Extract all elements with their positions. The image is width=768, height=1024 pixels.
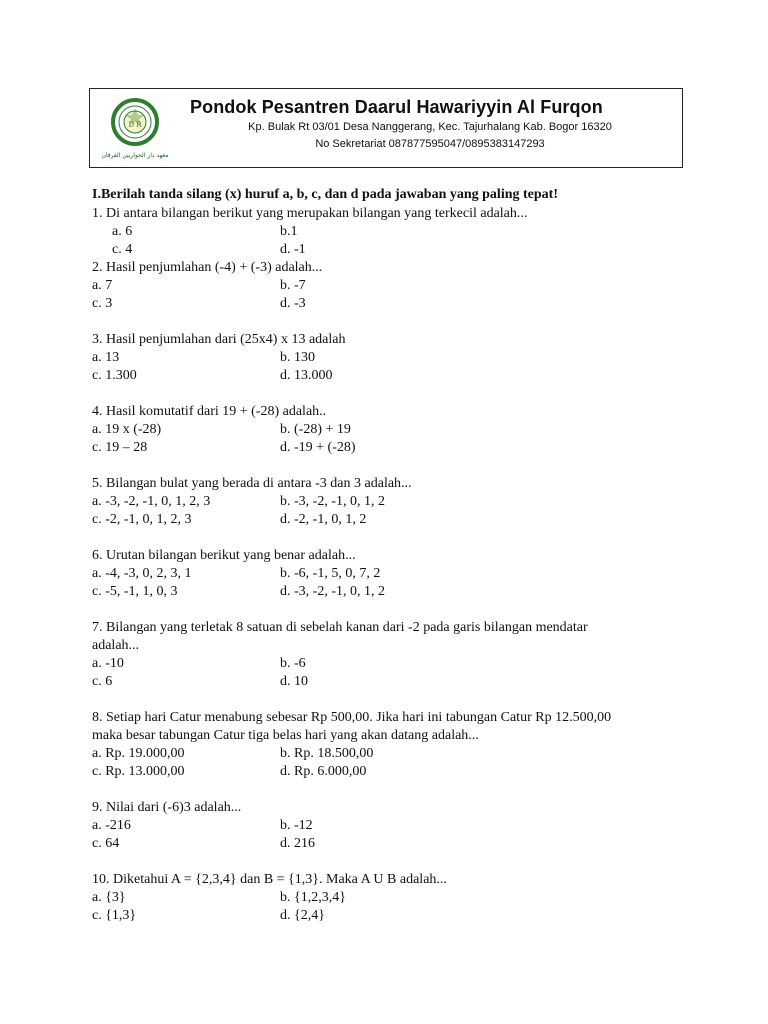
options-row [92,835,692,853]
option-b[interactable]: b. -3, -2, -1, 0, 1, 2 [280,494,385,509]
question-4: 4. Hasil komutatif dari 19 + (-28) adalah.. [92,404,327,419]
options-row [92,907,692,925]
options-row [92,673,692,691]
option-d[interactable]: d. -2, -1, 0, 1, 2 [280,512,367,527]
option-d[interactable]: d. -3, -2, -1, 0, 1, 2 [280,584,385,599]
logo-arabic: معهد دار الحواريين الفرقان [101,152,169,159]
option-b[interactable]: b. -6 [280,656,306,671]
options-row [92,565,692,583]
options-row [92,367,692,385]
options-row [92,223,692,241]
options-row [92,889,692,907]
question-3: 3. Hasil penjumlahan dari (25x4) x 13 adalah [92,332,346,347]
options-row [92,763,692,781]
school-address: Kp. Bulak Rt 03/01 Desa Nanggerang, Kec. Tajurhalang Kab. Bogor 16320 [248,121,612,133]
option-c[interactable]: c. Rp. 13.000,00 [92,764,185,779]
option-d[interactable]: d. -3 [280,296,306,311]
options-row [92,349,692,367]
question-5: 5. Bilangan bulat yang berada di antara -3 dan 3 adalah... [92,476,412,491]
option-a[interactable]: a. 6 [112,224,133,239]
options-row [92,745,692,763]
option-a[interactable]: a. 7 [92,278,113,293]
options-row [92,583,692,601]
option-b[interactable]: b. -12 [280,818,313,833]
option-d[interactable]: d. Rp. 6.000,00 [280,764,367,779]
option-b[interactable]: b. {1,2,3,4} [280,890,346,905]
option-d[interactable]: d. 216 [280,836,315,851]
option-c[interactable]: c. -5, -1, 1, 0, 3 [92,584,178,599]
option-c[interactable]: c. 19 – 28 [92,440,148,455]
option-a[interactable]: a. -216 [92,818,131,833]
option-d[interactable]: d. 13.000 [280,368,333,383]
option-a[interactable]: a. -3, -2, -1, 0, 1, 2, 3 [92,494,211,509]
letterhead [89,88,683,168]
option-c[interactable]: c. 3 [92,296,113,311]
option-a[interactable]: a. 13 [92,350,120,365]
question-7-continued: adalah... [92,638,140,653]
option-c[interactable]: c. 4 [112,242,133,257]
option-b[interactable]: b.1 [280,224,298,239]
option-a[interactable]: a. Rp. 19.000,00 [92,746,185,761]
question-10: 10. Diketahui A = {2,3,4} dan B = {1,3}. Maka A U B adalah... [92,872,447,887]
question-7: 7. Bilangan yang terletak 8 satuan di sebelah kanan dari -2 pada garis bilangan mendatar [92,620,588,635]
option-c[interactable]: c. -2, -1, 0, 1, 2, 3 [92,512,192,527]
options-row [92,439,692,457]
question-1: 1. Di antara bilangan berikut yang merupakan bilangan yang terkecil adalah... [92,206,528,221]
options-row [92,295,692,313]
question-8: 8. Setiap hari Catur menabung sebesar Rp 500,00. Jika hari ini tabungan Catur Rp 12.500,00 [92,710,612,725]
options-row [92,277,692,295]
option-c[interactable]: c. 64 [92,836,120,851]
option-a[interactable]: a. -10 [92,656,124,671]
option-d[interactable]: d. -19 + (-28) [280,440,356,455]
option-d[interactable]: d. {2,4} [280,908,325,923]
option-a[interactable]: a. -4, -3, 0, 2, 3, 1 [92,566,192,581]
logo-letters: D R [128,121,142,129]
question-2: 2. Hasil penjumlahan (-4) + (-3) adalah... [92,260,323,275]
option-c[interactable]: c. {1,3} [92,908,137,923]
options-row [92,817,692,835]
option-a[interactable]: a. {3} [92,890,126,905]
options-row [92,493,692,511]
option-a[interactable]: a. 19 x (-28) [92,422,162,437]
option-d[interactable]: d. -1 [280,242,306,257]
question-8-continued: maka besar tabungan Catur tiga belas hari yang akan datang adalah... [92,728,479,743]
exam-content [92,185,692,925]
option-b[interactable]: b. (-28) + 19 [280,422,351,437]
option-c[interactable]: c. 1.300 [92,368,137,383]
question-9: 9. Nilai dari (-6)3 adalah... [92,800,242,815]
secretariat-phone: No Sekretariat 087877595047/0895383147293 [315,138,545,150]
question-6: 6. Urutan bilangan berikut yang benar adalah... [92,548,356,563]
options-row [92,241,692,259]
option-b[interactable]: b. 130 [280,350,315,365]
options-row [92,511,692,529]
school-logo-icon [96,95,174,161]
option-b[interactable]: b. -7 [280,278,306,293]
options-row [92,655,692,673]
option-d[interactable]: d. 10 [280,674,308,689]
option-c[interactable]: c. 6 [92,674,113,689]
school-name: Pondok Pesantren Daarul Hawariyyin Al Furqon [190,97,603,117]
instruction: I.Berilah tanda silang (x) huruf a, b, c, dan d pada jawaban yang paling tepat! [92,187,558,202]
options-row [92,421,692,439]
option-b[interactable]: b. Rp. 18.500,00 [280,746,374,761]
option-b[interactable]: b. -6, -1, 5, 0, 7, 2 [280,566,381,581]
